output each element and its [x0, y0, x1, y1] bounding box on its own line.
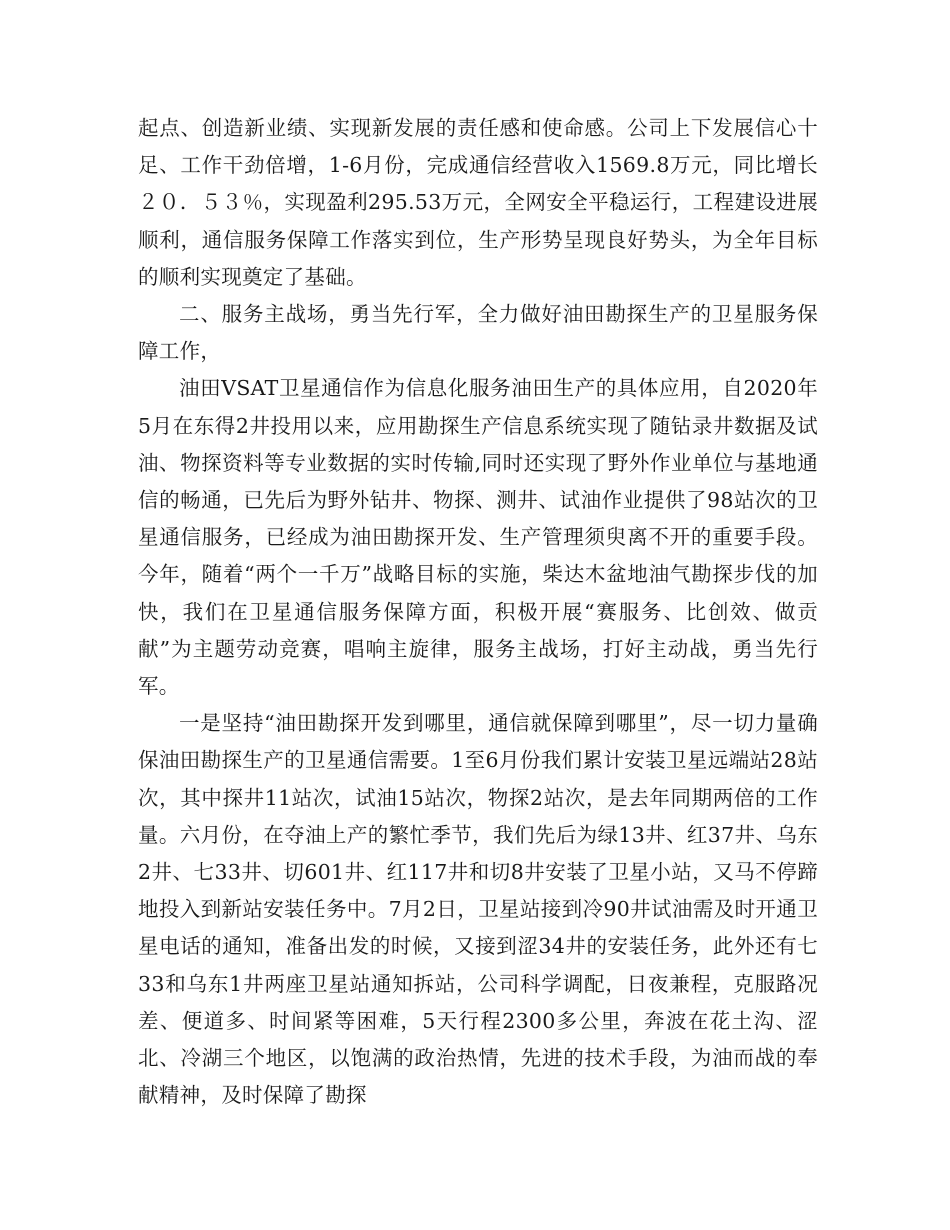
- paragraph-1: 起点、创造新业绩、实现新发展的责任感和使命感。公司上下发展信心十足、工作干劲倍增，1-6月份，完成通信经营收入1569.8万元，同比增长２０．５３％，实现盈利295.53万元，全网安全平稳运行，工程建设进展顺利，通信服务保障工作落实到位，生产形势呈现良好势头，为全年目标的顺利实现奠定了基础。: [138, 116, 818, 289]
- document-body: [138, 110, 818, 1114]
- paragraph-4: 一是坚持“油田勘探开发到哪里，通信就保障到哪里”，尽一切力量确保油田勘探生产的卫星通信需要。1至6月份我们累计安装卫星远端站28站次，其中探井11站次，试油15站次，物探2站次，是去年同期两倍的工作量。六月份，在夺油上产的繁忙季节，我们先后为绿13井、红37井、乌东2井、七33井、切601井、红117井和切8井安装了卫星小站，又马不停蹄地投入到新站安装任务中。7月2日，卫星站接到冷90井试油需及时开通卫星电话的通知，准备出发的时候，又接到涩34井的安装任务，此外还有七33和乌东1井两座卫星站通知拆站，公司科学调配，日夜兼程，克服路况差、便道多、时间紧等困难，5天行程2300多公里，奔波在花土沟、涩北、冷湖三个地区，以饱满的政治热情，先进的技术手段，为油而战的奉献精神，及时保障了勘探: [138, 711, 818, 1108]
- paragraph-3: 油田VSAT卫星通信作为信息化服务油田生产的具体应用，自2020年5月在东得2井投用以来，应用勘探生产信息系统实现了随钻录井数据及试油、物探资料等专业数据的实时传输,同时还实现了野外作业单位与基地通信的畅通，已先后为野外钻井、物探、测井、试油作业提供了98站次的卫星通信服务，已经成为油田勘探开发、生产管理须臾离不开的重要手段。今年，随着“两个一千万”战略目标的实施，柴达木盆地油气勘探步伐的加快，我们在卫星通信服务保障方面，积极开展“赛服务、比创效、做贡献”为主题劳动竞赛，唱响主旋律，服务主战场，打好主动战，勇当先行军。: [138, 376, 818, 699]
- paragraph-2: 二、服务主战场，勇当先行军，全力做好油田勘探生产的卫星服务保障工作，: [138, 302, 818, 364]
